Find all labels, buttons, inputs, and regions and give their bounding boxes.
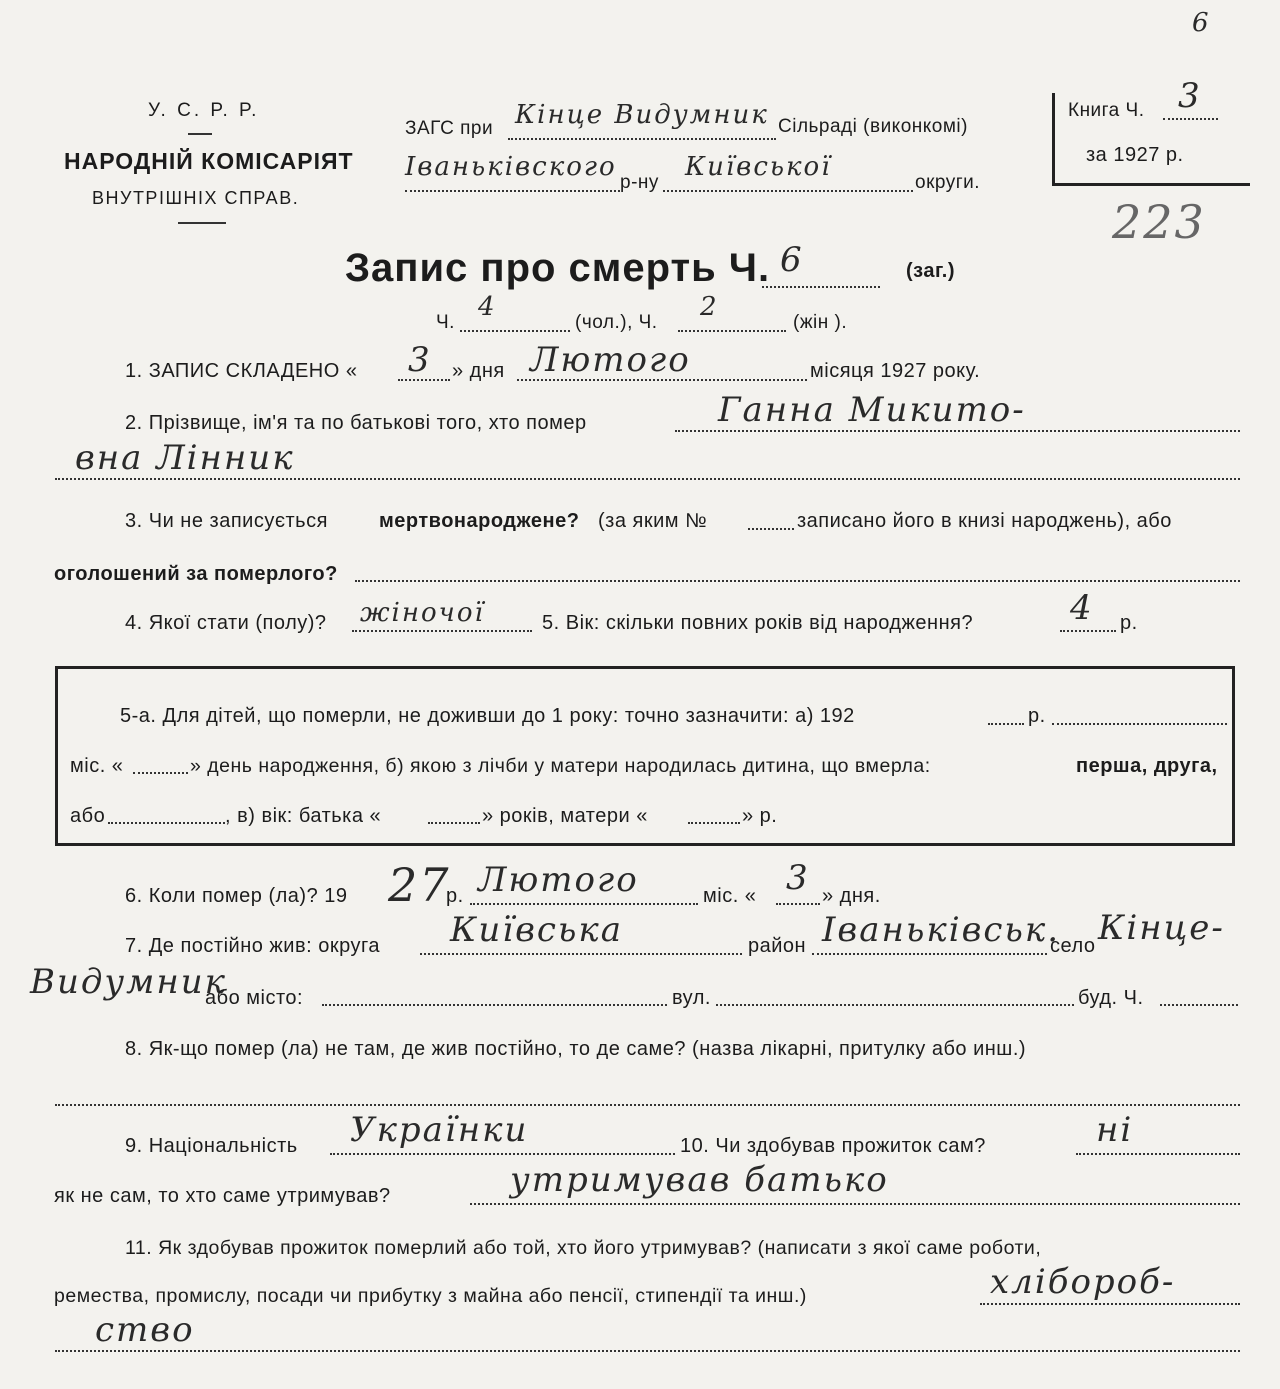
field-7-raion-label: район bbox=[748, 935, 807, 957]
dotted-line bbox=[355, 580, 1240, 582]
dotted-line bbox=[460, 330, 570, 332]
field-11-answer-handwritten-a: хлібороб- bbox=[990, 1262, 1176, 1302]
field-4-label: 4. Якої стати (полу)? bbox=[125, 612, 327, 634]
book-label: Книга Ч. bbox=[1068, 100, 1145, 121]
field-3-label-c: записано його в книзі народжень), або bbox=[797, 510, 1172, 532]
field-6-month-handwritten: Лютого bbox=[478, 860, 639, 900]
dotted-line bbox=[812, 953, 1047, 955]
field-10b-answer-handwritten: утримував батько bbox=[510, 1160, 889, 1200]
field-7-raion-handwritten: Іваньківськ. bbox=[822, 910, 1061, 950]
field-6-r: р. bbox=[446, 885, 464, 907]
field-2-label: 2. Прізвище, ім'я та по батькові того, хто помер bbox=[125, 412, 587, 434]
female-label: (жін ). bbox=[793, 312, 848, 333]
dotted-line bbox=[675, 430, 1240, 432]
raion-handwritten: Іваньківского bbox=[405, 152, 617, 182]
book-number-handwritten: 3 bbox=[1178, 76, 1202, 116]
dotted-line bbox=[678, 330, 786, 332]
field-1-day-handwritten: 3 bbox=[408, 340, 432, 380]
dotted-line bbox=[980, 1303, 1240, 1305]
dotted-line bbox=[330, 1153, 675, 1155]
stamp-number-handwritten: 223 bbox=[1112, 195, 1206, 249]
field-6-label: 6. Коли помер (ла)? 19 bbox=[125, 885, 348, 907]
dotted-line bbox=[988, 723, 1024, 725]
dotted-line bbox=[420, 953, 742, 955]
field-1-month-handwritten: Лютого bbox=[530, 340, 691, 380]
field-7-house-label: буд. Ч. bbox=[1078, 987, 1144, 1009]
dotted-line bbox=[688, 822, 740, 824]
field-5a-line1-end: р. bbox=[1028, 705, 1046, 727]
field-11-label-a: 11. Як здобував прожиток померлий або той, хто його утримував? (написати з якої саме роботи, bbox=[125, 1237, 1042, 1259]
field-7-okruha-handwritten: Київська bbox=[450, 910, 624, 950]
field-7-label: 7. Де постійно жив: округа bbox=[125, 935, 380, 957]
field-11-label-b: ремества, промислу, посади чи прибутку з майна або пенсії, стипендії та инш.) bbox=[54, 1285, 807, 1307]
field-5a-line2-a: міс. « bbox=[70, 755, 124, 777]
ch-label: Ч. bbox=[436, 312, 455, 333]
dotted-line bbox=[108, 822, 225, 824]
field-5a-bold: перша, друга, bbox=[1076, 755, 1218, 777]
field-11-answer-handwritten-b: ство bbox=[95, 1310, 195, 1350]
field-7-street-label: вул. bbox=[672, 987, 711, 1009]
dotted-line bbox=[716, 1004, 1074, 1006]
divider bbox=[188, 133, 212, 135]
raion-label: р-ну bbox=[620, 172, 659, 193]
field-3-label-b: (за яким № bbox=[598, 510, 708, 532]
male-label: (чол.), Ч. bbox=[575, 312, 658, 333]
dotted-line bbox=[470, 903, 698, 905]
male-count-handwritten: 4 bbox=[478, 292, 497, 322]
field-10-label: 10. Чи здобував прожиток сам? bbox=[680, 1135, 986, 1157]
dotted-line bbox=[470, 1203, 1240, 1205]
record-number-handwritten: 6 bbox=[780, 240, 804, 280]
corner-number-handwritten: 6 bbox=[1192, 8, 1211, 38]
dotted-line bbox=[55, 478, 1240, 480]
field-4-sex-handwritten: жіночої bbox=[360, 598, 485, 628]
dotted-line bbox=[428, 822, 480, 824]
form-title: Запис про смерть Ч. bbox=[345, 246, 771, 290]
field-1-end: місяця 1927 року. bbox=[810, 360, 981, 382]
dotted-line bbox=[1052, 723, 1227, 725]
dotted-line bbox=[776, 903, 820, 905]
book-year: за 1927 р. bbox=[1086, 144, 1184, 166]
field-5a-line1: 5-а. Для дітей, що померли, не доживши до 1 року: точно зазначити: а) 192 bbox=[120, 705, 855, 727]
dotted-line bbox=[1160, 1004, 1238, 1006]
field-6-mis: міс. « bbox=[703, 885, 757, 907]
dotted-line bbox=[663, 190, 913, 192]
zags-label: ЗАГС при bbox=[405, 118, 494, 139]
field-1-label: 1. ЗАПИС СКЛАДЕНО « bbox=[125, 360, 358, 382]
field-6-end: » дня. bbox=[822, 885, 881, 907]
dotted-line bbox=[1060, 630, 1116, 632]
field-5-label: 5. Вік: скільки повних років від народження? bbox=[542, 612, 974, 634]
field-5a-line3-c: » років, матери « bbox=[482, 805, 648, 827]
okruha-handwritten: Київської bbox=[685, 152, 832, 182]
dotted-line bbox=[748, 528, 794, 530]
dotted-line bbox=[508, 138, 776, 140]
field-6-year-handwritten: 27 bbox=[388, 858, 451, 912]
field-2-name-handwritten-b: вна Лінник bbox=[75, 438, 295, 478]
field-9-label: 9. Національність bbox=[125, 1135, 298, 1157]
field-3-label-a: 3. Чи не записується bbox=[125, 510, 328, 532]
field-7-selo-handwritten: Кінце- bbox=[1098, 908, 1225, 948]
field-5a-line3-b: , в) вік: батька « bbox=[225, 805, 382, 827]
commissariat-title: НАРОДНІЙ КОМІСАРІЯТ bbox=[64, 148, 354, 174]
field-2-name-handwritten-a: Ганна Микито- bbox=[718, 390, 1026, 430]
field-5-age-handwritten: 4 bbox=[1070, 588, 1094, 628]
field-10b-label: як не сам, то хто саме утримував? bbox=[54, 1185, 391, 1207]
zags-village-handwritten: Кінце Видумник bbox=[515, 100, 769, 130]
dotted-line bbox=[55, 1350, 1240, 1352]
dotted-line bbox=[322, 1004, 667, 1006]
dotted-line bbox=[405, 190, 620, 192]
field-3-bold: мертвонароджене? bbox=[379, 510, 580, 532]
field-5a-line2-b: » день народження, б) якою з лічби у матери народилась дитина, що вмерла: bbox=[190, 755, 931, 777]
dotted-line bbox=[1076, 1153, 1240, 1155]
council-label: Сільраді (виконкомі) bbox=[778, 116, 968, 137]
field-9-nationality-handwritten: Українки bbox=[350, 1110, 529, 1150]
female-count-handwritten: 2 bbox=[700, 292, 719, 322]
field-6-day-handwritten: 3 bbox=[786, 858, 810, 898]
okruha-label: округи. bbox=[915, 172, 981, 193]
dotted-line bbox=[133, 772, 188, 774]
field-7-selo-handwritten-2: Видумник bbox=[30, 962, 227, 1002]
field-5a-line3-a: або bbox=[70, 805, 106, 827]
field-1-mid: » дня bbox=[452, 360, 505, 382]
dotted-line bbox=[762, 286, 880, 288]
field-5a-line3-d: » р. bbox=[742, 805, 778, 827]
divider bbox=[178, 222, 226, 224]
dotted-line bbox=[55, 1104, 1240, 1106]
dotted-line bbox=[1163, 118, 1218, 120]
field-5-end: р. bbox=[1120, 612, 1138, 634]
dotted-line bbox=[352, 630, 532, 632]
field-3-bold-2: оголошений за померлого? bbox=[54, 563, 338, 585]
field-7-selo-label: село bbox=[1050, 935, 1096, 957]
total-label: (заг.) bbox=[906, 260, 956, 282]
republic-abbr: У. С. Р. Р. bbox=[148, 100, 260, 121]
commissariat-subtitle: ВНУТРІШНІХ СПРАВ. bbox=[92, 188, 300, 208]
field-7-misto-label: або місто: bbox=[205, 987, 304, 1009]
field-8-label: 8. Як-що помер (ла) не там, де жив постійно, то де саме? (назва лікарні, притулку або инш.) bbox=[125, 1038, 1027, 1060]
field-10-answer-handwritten: ні bbox=[1096, 1110, 1134, 1150]
